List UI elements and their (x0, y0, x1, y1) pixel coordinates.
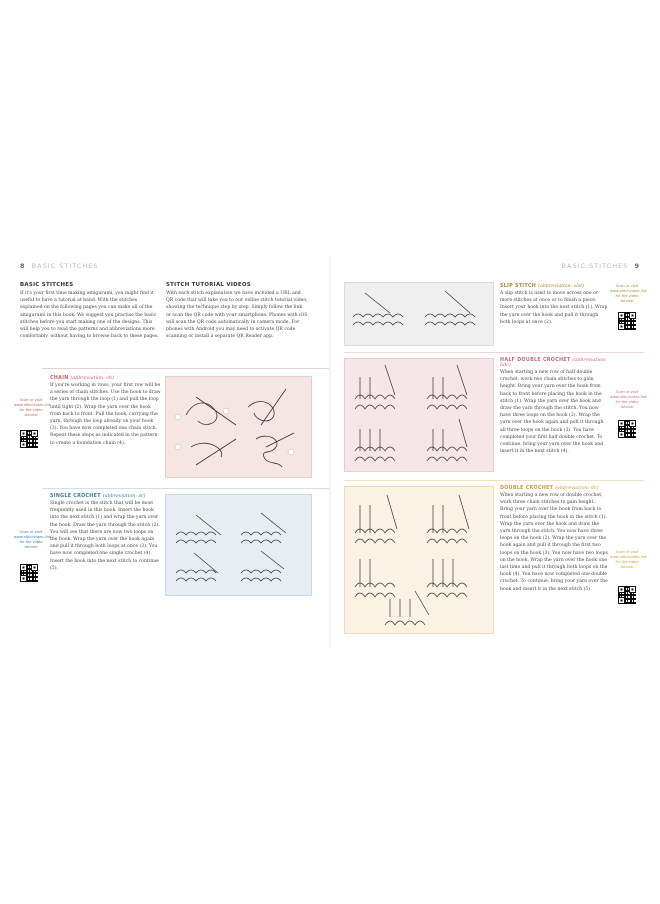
chain-title: CHAIN (abbreviation: ch) (50, 376, 114, 381)
single-crochet-qr-code[interactable] (20, 564, 38, 582)
right-running-head: BASIC STITCHES (561, 262, 629, 270)
chain-section (0, 368, 330, 486)
double-crochet-text-block (500, 486, 608, 593)
chain-text-block (50, 376, 162, 447)
left-page (0, 256, 330, 648)
tutorial-videos-text: With each stitch explanation we have included a URL and QR code that will take you to our online stitch tutorial video, showing the technique step by step. Simply follow the link or scan the QR code with your smartphone. Phones with iOS will scan the QR code automatically in camera mode. For phones with Android you may need to activate QR code scanning or install a separate QR Reader app. (166, 291, 308, 340)
chain-illustration (165, 376, 312, 478)
basic-stitches-intro (20, 282, 160, 340)
basic-stitches-text: If it's your first time making amigurumi, you might find it useful to have a tutorial at hand. With the stitches explained on the following pages you can make all of the amigurumi in this book. We suggest you practise the basic stitches before you start making one of the designs. This will help you to read the patterns and abbreviations more comfortably, without having to browse back to these pages. (20, 291, 159, 340)
tutorial-videos-intro (166, 282, 308, 340)
slip-stitch-title: SLIP STITCH (abbreviation: slst) (500, 284, 585, 289)
single-crochet-title: SINGLE CROCHET (abbreviation: sc) (50, 494, 146, 499)
half-double-crochet-instructions: When starting a new row of half double crochet, work two chain stitches to gain height. Bring your yarn over the hook from back to front before placing the hook in the stitch (1). Wrap the yarn over the hook and draw the yarn through the stitch. You now have three loops on the hook (2). Wrap the yarn over the hook again and pull it through all three loops on the hook (3). You have completed your first half double crochet. To continue, bring your yarn over the hook and insert it in the next stitch (4). (500, 370, 604, 455)
right-page-number: 9 (634, 262, 640, 270)
tutorial-videos-heading: STITCH TUTORIAL VIDEOS (166, 282, 251, 288)
half-double-crochet-text-block (500, 358, 608, 455)
half-double-crochet-illustration (344, 358, 494, 472)
book-spread (0, 256, 660, 648)
double-crochet-section (330, 480, 660, 648)
slip-stitch-qr-code[interactable] (618, 312, 636, 330)
chain-instructions: If you're working in rows, your first row will be a series of chain stitches. Use the hook to draw the yarn through the loop (1) and pull the loop until tight (2). Wrap the yarn over the hook from back to front. Pull the hook, carrying the yarn, through the loop already on your hook (3). You have now completed one chain stitch. Repeat these steps as indicated in the pattern to create a foundation chain (4). (50, 383, 161, 446)
left-folio (20, 262, 99, 270)
half-double-crochet-video-note[interactable]: Scan or visit www.stitchvideo.link for the video tutorial (610, 390, 647, 409)
slip-stitch-instructions: A slip stitch is used to move across one or more stitches at once or to finish a piece. Insert your hook into the next stitch (1). Wrap the yarn over the hook and pull it through both loops at once (2). (500, 291, 608, 325)
half-double-crochet-qr-code[interactable] (618, 420, 636, 438)
double-crochet-title: DOUBLE CROCHET (abbreviation: dc) (500, 486, 599, 491)
single-crochet-text-block (50, 494, 162, 572)
double-crochet-qr-code[interactable] (618, 586, 636, 604)
half-double-crochet-section (330, 352, 660, 478)
right-page (330, 256, 660, 648)
slip-stitch-section (330, 282, 660, 348)
single-crochet-section (0, 488, 330, 648)
left-page-number: 8 (20, 262, 26, 270)
single-crochet-instructions: Single crochet is the stitch that will be most frequently used in this book. Insert the hook into the next stitch (1) and wrap the yarn over the hook. Draw the yarn through the stitch (2). You will see that there are now two loops on the hook. Wrap the yarn over the hook again and pull it through both loops at once (3). You have now completed one single crochet (4). Insert the hook into the next stitch to continue (5). (50, 501, 160, 571)
single-crochet-video-note[interactable]: Scan or visit www.stitchvideo.link for the video tutorial (14, 530, 51, 549)
double-crochet-video-note[interactable]: Scan or visit www.stitchvideo.link for the video tutorial (610, 550, 647, 569)
basic-stitches-heading: BASIC STITCHES (20, 282, 74, 288)
slip-stitch-text-block (500, 284, 608, 326)
half-double-crochet-title: HALF DOUBLE CROCHET (abbreviation: hdc) (500, 358, 607, 368)
left-running-head: BASIC STITCHES (31, 262, 99, 270)
double-crochet-instructions: When starting a new row of double crochet, work three chain stitches to gain height. Bring your yarn over the hook from back to front before placing the hook in the stitch (1). Wrap the yarn over the hook and draw the yarn through the stitch. You now have three loops on the hook (2). Wrap the yarn over the hook again and pull it through the first two loops on the hook (3). You now have two loops on the hook. Wrap the yarn over the hook one last time and pull it through both loops on the hook (4). You have now completed one double crochet. To continue, bring your yarn over the hook and insert it in the next stitch (5). (500, 493, 608, 592)
chain-video-note[interactable]: Scan or visit www.stitchvideo.link for the video tutorial (14, 398, 51, 417)
slip-stitch-illustration (344, 282, 494, 346)
single-crochet-illustration (165, 494, 312, 596)
double-crochet-illustration (344, 486, 494, 634)
right-folio (562, 262, 641, 270)
chain-qr-code[interactable] (20, 430, 38, 448)
slip-stitch-video-note[interactable]: Scan or visit www.stitchvideo.link for the video tutorial (610, 284, 647, 303)
